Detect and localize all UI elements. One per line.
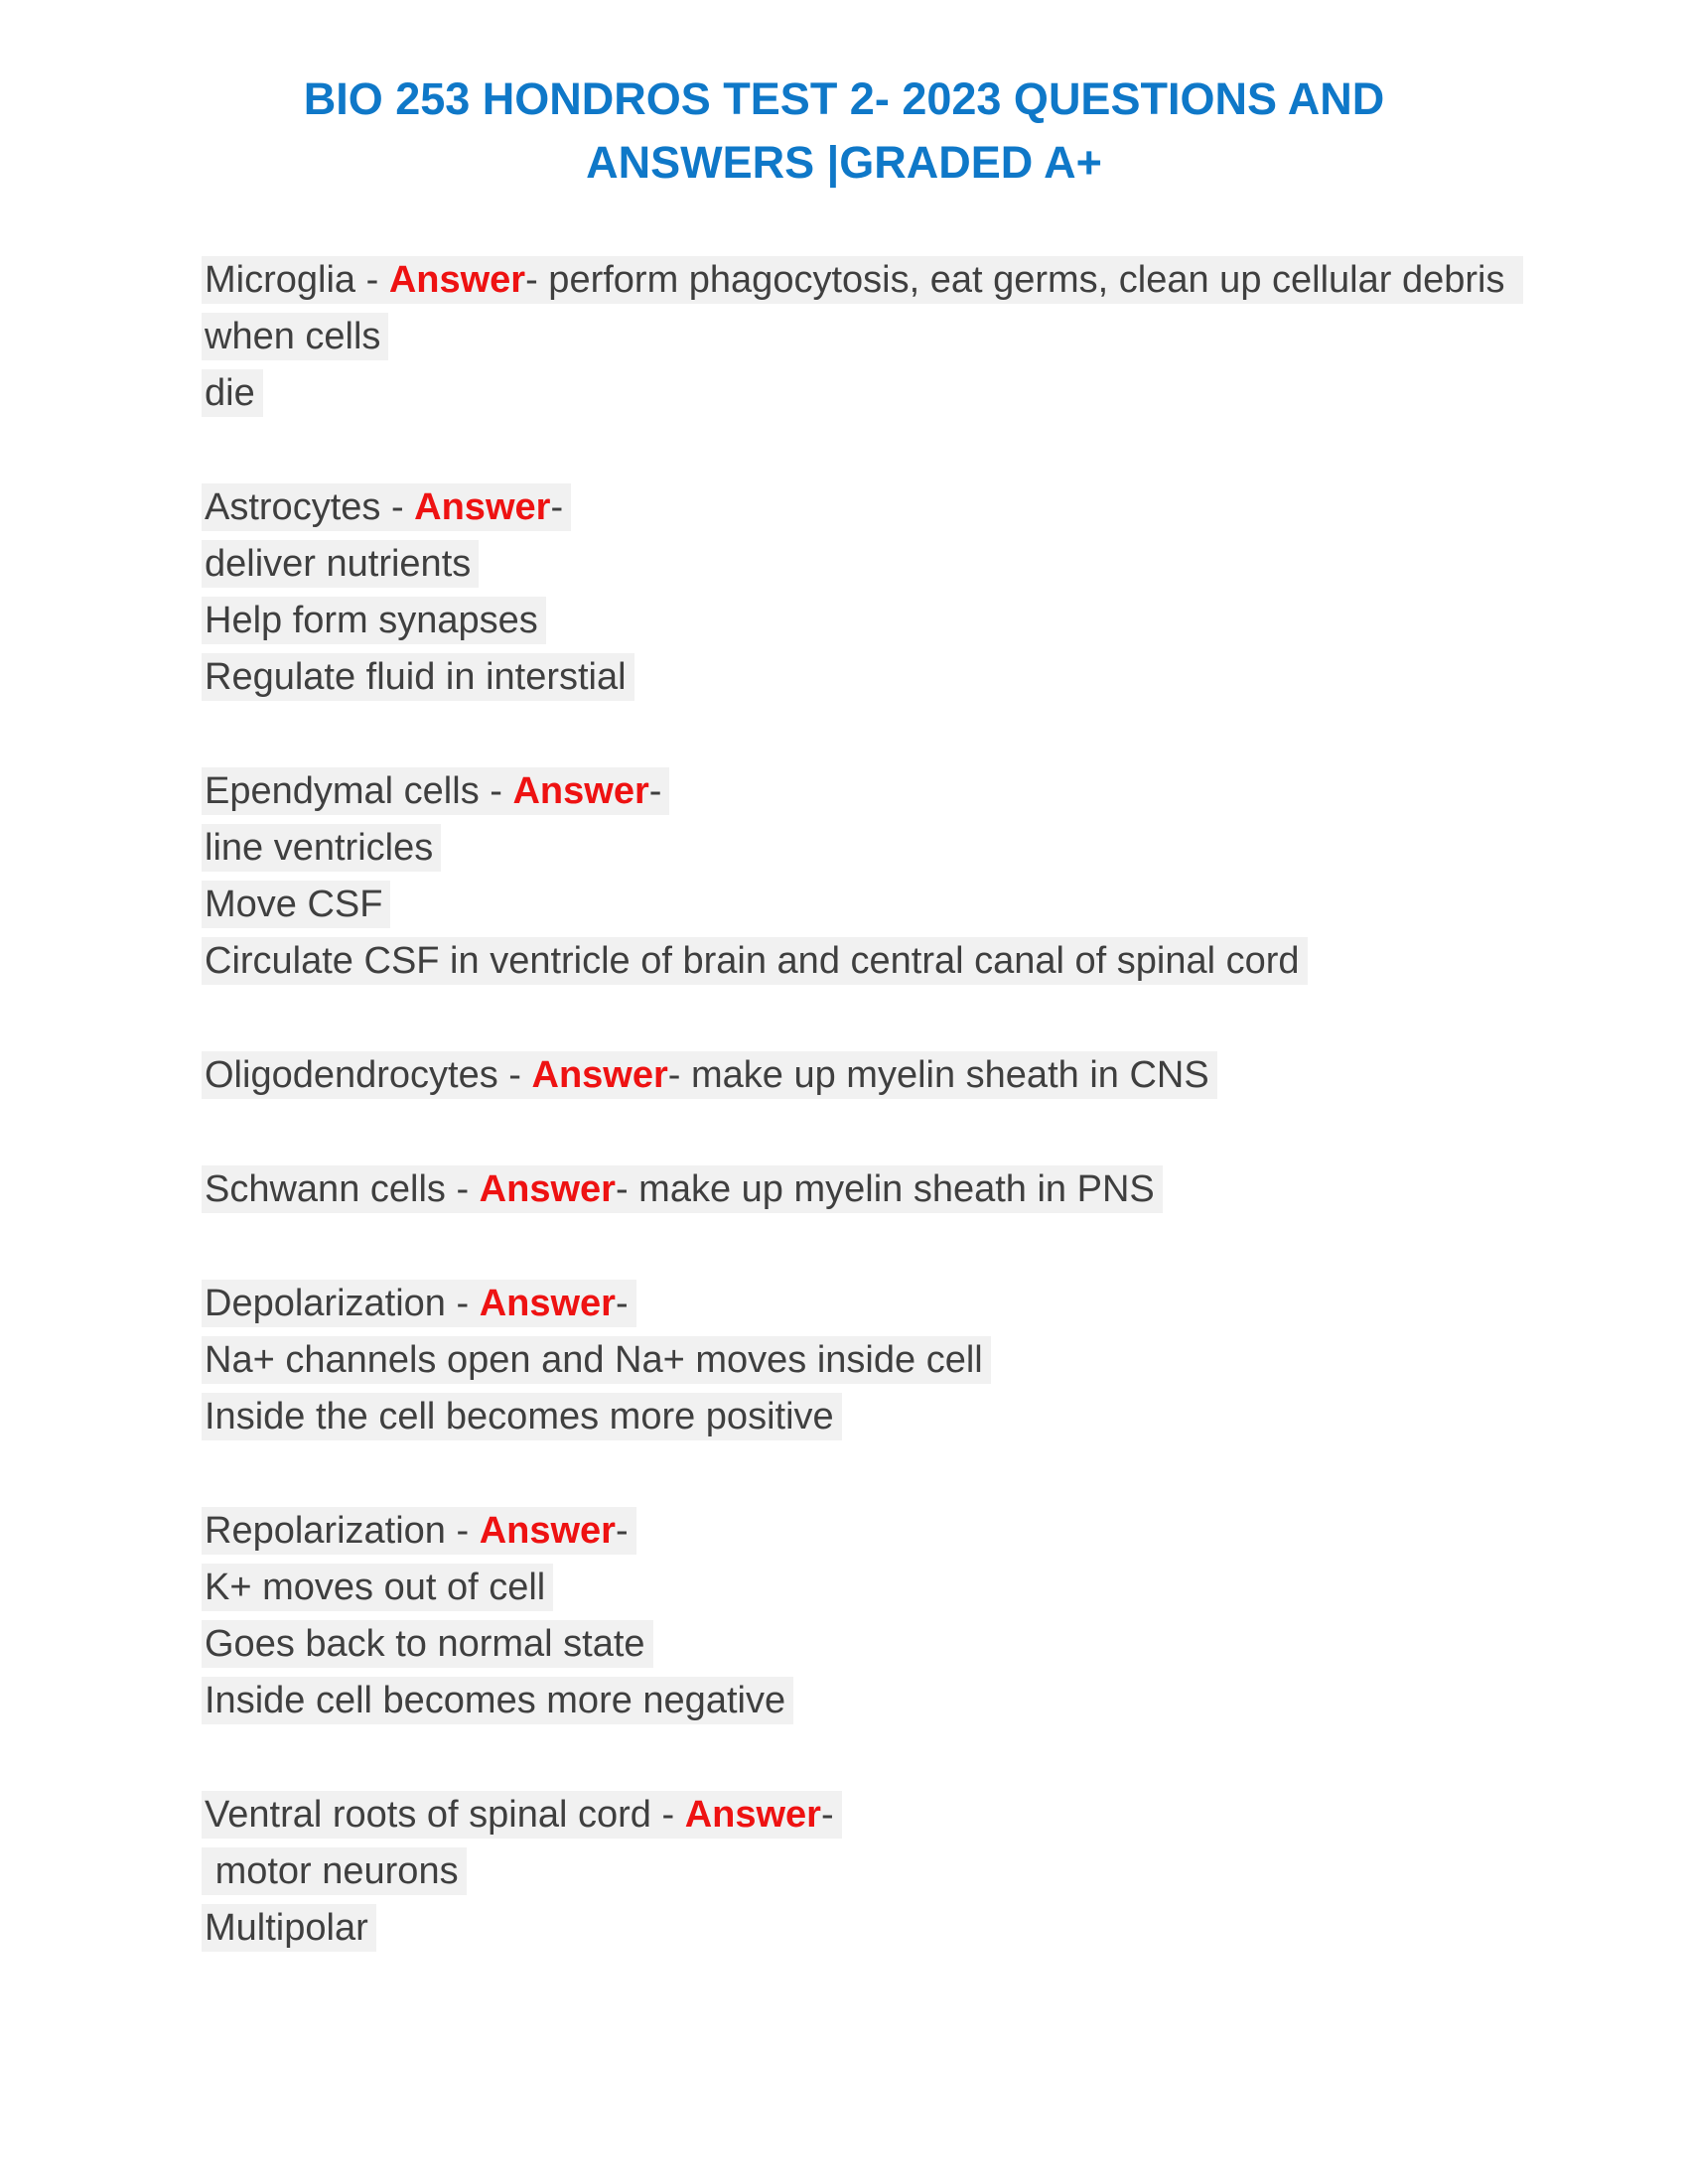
qa-answer-line: [202, 1673, 1572, 1729]
answer-inline-text: - make up myelin sheath in PNS: [615, 1168, 1155, 1210]
qa-block-oligodendrocytes: [202, 1047, 1572, 1104]
highlighted-text: Goes back to normal state: [202, 1620, 653, 1668]
qa-answer-line: [202, 593, 1572, 649]
qa-term-line: [202, 1503, 1572, 1560]
answer-label: Answer: [414, 486, 551, 528]
qa-term: Ventral roots of spinal cord -: [205, 1794, 685, 1836]
qa-answer-line: [202, 1900, 1572, 1957]
answer-label: Answer: [512, 770, 649, 812]
qa-term-line: [202, 1047, 1572, 1104]
highlighted-text: [202, 767, 669, 815]
qa-term: Ependymal cells -: [205, 770, 513, 812]
highlighted-text: [202, 256, 1523, 360]
answer-inline-text: -: [648, 770, 662, 812]
answer-label: Answer: [479, 1510, 616, 1552]
qa-term: Astrocytes -: [205, 486, 415, 528]
qa-term-line: [202, 763, 1572, 820]
highlighted-text: Circulate CSF in ventricle of brain and central canal of spinal cord: [202, 937, 1308, 985]
qa-term: Microglia -: [205, 259, 389, 301]
answer-label: Answer: [388, 259, 526, 301]
highlighted-text: Help form synapses: [202, 597, 546, 644]
qa-answer-line: [202, 1843, 1572, 1900]
answer-inline-text: -: [550, 486, 564, 528]
qa-term: Oligodendrocytes -: [205, 1054, 532, 1096]
qa-term-line: [202, 479, 1572, 536]
qa-answer-line: [202, 365, 1572, 422]
qa-answer-line: [202, 877, 1572, 933]
qa-answer-line: [202, 1616, 1572, 1673]
qa-term-line: [202, 1787, 1572, 1843]
page-title-line-2: ANSWERS |GRADED A+: [586, 137, 1102, 188]
highlighted-text: [202, 1507, 636, 1555]
qa-answer-line: [202, 820, 1572, 877]
qa-block-astrocytes: [202, 479, 1572, 706]
highlighted-text: Multipolar: [202, 1904, 376, 1952]
qa-term-line: [202, 252, 1572, 365]
document-body: [202, 252, 1572, 1957]
highlighted-text: K+ moves out of cell: [202, 1564, 553, 1611]
qa-answer-line: [202, 1332, 1572, 1389]
qa-answer-line: [202, 1560, 1572, 1616]
highlighted-text: Na+ channels open and Na+ moves inside cell: [202, 1336, 991, 1384]
qa-block-depolarization: [202, 1276, 1572, 1445]
highlighted-text: [202, 1165, 1163, 1213]
qa-block-ependymal-cells: [202, 763, 1572, 990]
answer-inline-text: - perform phagocytosis, eat germs, clean up cellular debris when cells: [205, 259, 1516, 357]
answer-label: Answer: [684, 1794, 821, 1836]
answer-label: Answer: [531, 1054, 668, 1096]
answer-label: Answer: [479, 1283, 616, 1324]
highlighted-text: [202, 483, 571, 531]
highlighted-text: [202, 1791, 842, 1839]
highlighted-text: [202, 1280, 636, 1327]
answer-inline-text: -: [820, 1794, 834, 1836]
highlighted-text: line ventricles: [202, 824, 441, 872]
qa-term: Depolarization -: [205, 1283, 480, 1324]
page-title: [149, 68, 1539, 195]
highlighted-text: deliver nutrients: [202, 540, 479, 588]
highlighted-text: Inside the cell becomes more positive: [202, 1393, 842, 1440]
qa-term: Schwann cells -: [205, 1168, 480, 1210]
qa-block-ventral-roots: [202, 1787, 1572, 1957]
qa-answer-line: [202, 933, 1572, 990]
highlighted-text: motor neurons: [202, 1847, 467, 1895]
answer-inline-text: - make up myelin sheath in CNS: [667, 1054, 1209, 1096]
answer-inline-text: -: [615, 1283, 629, 1324]
highlighted-text: Regulate fluid in interstial: [202, 653, 634, 701]
highlighted-text: Inside cell becomes more negative: [202, 1677, 793, 1724]
qa-term-line: [202, 1276, 1572, 1332]
qa-answer-line: [202, 649, 1572, 706]
answer-label: Answer: [479, 1168, 616, 1210]
highlighted-text: Move CSF: [202, 881, 390, 928]
qa-answer-line: [202, 536, 1572, 593]
qa-answer-line: [202, 1389, 1572, 1445]
highlighted-text: [202, 1051, 1217, 1099]
qa-block-microglia: [202, 252, 1572, 422]
qa-term: Repolarization -: [205, 1510, 480, 1552]
answer-inline-text: -: [615, 1510, 629, 1552]
page-title-line-1: BIO 253 HONDROS TEST 2- 2023 QUESTIONS AND: [303, 73, 1385, 124]
qa-term-line: [202, 1161, 1572, 1218]
qa-block-repolarization: [202, 1503, 1572, 1729]
qa-block-schwann-cells: [202, 1161, 1572, 1218]
highlighted-text: die: [202, 369, 263, 417]
